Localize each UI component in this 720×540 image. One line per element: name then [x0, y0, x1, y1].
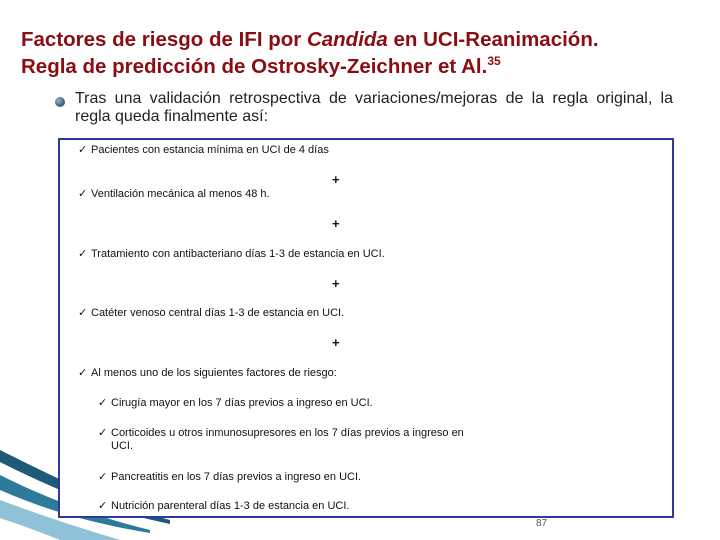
reference-superscript: 35 — [487, 54, 501, 68]
check-icon: ✓ — [98, 500, 108, 512]
criterion-item: ✓ Catéter venoso central días 1-3 de estancia en UCI. — [78, 307, 345, 319]
check-icon: ✓ — [98, 471, 108, 483]
check-icon: ✓ — [78, 367, 88, 379]
subcriterion-item: ✓ Pancreatitis en los 7 días previos a ingreso en UCI. — [98, 471, 362, 483]
check-icon: ✓ — [98, 427, 108, 439]
subcriterion-item: ✓ Nutrición parenteral días 1-3 de estancia en UCI. — [98, 500, 350, 512]
intro-text: Tras una validación retrospectiva de variaciones/mejoras de la regla original, la regla queda finalmente así: — [75, 90, 673, 125]
check-icon: ✓ — [78, 307, 88, 319]
title-line-1: Factores de riesgo de IFI por Candida en UCI-Reanimación. — [21, 28, 599, 51]
check-icon: ✓ — [98, 397, 108, 409]
criterion-item: ✓ Tratamiento con antibacteriano días 1-3 de estancia en UCI. — [78, 248, 385, 260]
bullet-icon — [55, 97, 65, 107]
plus-sign: + — [332, 335, 340, 350]
title-line-2: Regla de predicción de Ostrosky-Zeichner et Al.$^{35}$ — [21, 54, 501, 78]
plus-sign: + — [332, 276, 340, 291]
subcriterion-item: ✓ Corticoides u otros inmunosupresores en los 7 días previos a ingreso en UCI. — [98, 427, 464, 452]
page-number: 87 — [536, 518, 548, 529]
criterion-item: ✓ Ventilación mecánica al menos 48 h. — [78, 188, 270, 200]
plus-sign: + — [332, 216, 340, 231]
check-icon: ✓ — [78, 144, 88, 156]
check-icon: ✓ — [78, 248, 88, 260]
subcriterion-item: ✓ Cirugía mayor en los 7 días previos a ingreso en UCI. — [98, 397, 373, 409]
check-icon: ✓ — [78, 188, 88, 200]
criterion-item: ✓ Al menos uno de los siguientes factores de riesgo: — [78, 367, 337, 379]
criterion-item: ✓ Pacientes con estancia mínima en UCI de 4 días — [78, 144, 329, 156]
plus-sign: + — [332, 172, 340, 187]
slide-title — [21, 26, 711, 80]
